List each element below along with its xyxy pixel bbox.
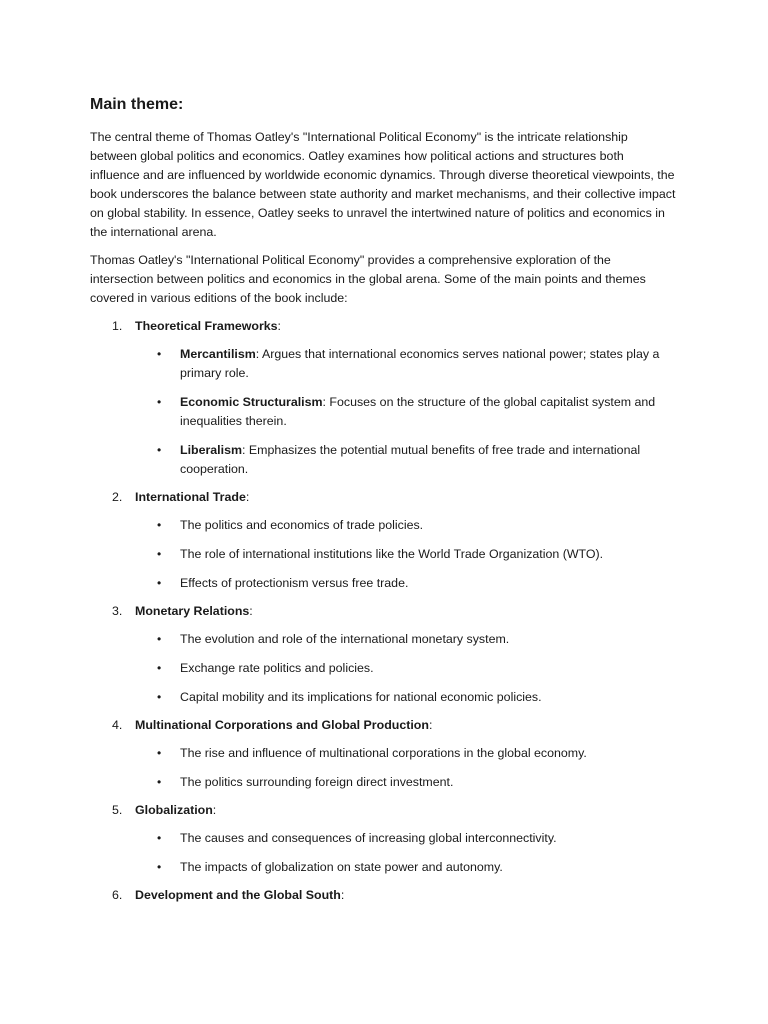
- topic-number: 4.: [112, 718, 123, 732]
- sub-point-text: The politics and economics of trade policies.: [180, 518, 424, 532]
- topic-number: 6.: [112, 888, 123, 902]
- topic-number: 2.: [112, 490, 123, 504]
- sub-point-list: [135, 516, 676, 593]
- topic-list: [90, 317, 676, 905]
- document-page: [90, 94, 676, 914]
- bullet-icon: •: [157, 661, 162, 675]
- topic-title: Theoretical Frameworks: [135, 319, 278, 333]
- bullet-icon: •: [157, 443, 162, 457]
- topic-title-suffix: :: [428, 718, 433, 732]
- sub-point-text: The evolution and role of the international monetary system.: [180, 632, 510, 646]
- sub-point: [135, 630, 676, 649]
- main-theme-heading: Main theme:: [90, 96, 184, 113]
- sub-point: [135, 744, 676, 763]
- sub-point-text: : Argues that international economics serves national power; states play a primary role.: [180, 347, 660, 380]
- sub-point: [135, 441, 676, 479]
- topic-item: [90, 317, 676, 479]
- sub-point: [135, 393, 676, 431]
- sub-point: [135, 345, 676, 383]
- bullet-icon: •: [157, 518, 162, 532]
- sub-point-list: [135, 630, 676, 707]
- bullet-icon: •: [157, 576, 162, 590]
- topic-title-suffix: :: [249, 604, 253, 618]
- sub-point-text: Exchange rate politics and policies.: [180, 661, 374, 675]
- sub-point-text: The causes and consequences of increasing global interconnectivity.: [180, 831, 557, 845]
- sub-point-text: : Emphasizes the potential mutual benefits of free trade and international cooperation.: [180, 443, 641, 476]
- bullet-icon: •: [157, 831, 162, 845]
- sub-point-text: : Focuses on the structure of the global capitalist system and inequalities therein.: [180, 395, 656, 428]
- sub-point-text: The role of international institutions like the World Trade Organization (WTO).: [180, 547, 604, 561]
- topic-number: 5.: [112, 803, 123, 817]
- sub-point: [135, 545, 676, 564]
- sub-point-list: [135, 829, 676, 877]
- sub-point-term: Mercantilism: [180, 347, 256, 361]
- sub-point-text: The politics surrounding foreign direct investment.: [180, 775, 454, 789]
- sub-point: [135, 688, 676, 707]
- bullet-icon: •: [157, 775, 162, 789]
- topic-item: [90, 716, 676, 792]
- sub-point-list: [135, 744, 676, 792]
- topic-title: Monetary Relations: [135, 604, 250, 618]
- topic-heading: [135, 317, 676, 336]
- topic-title-suffix: :: [340, 888, 345, 902]
- bullet-icon: •: [157, 632, 162, 646]
- sub-point-text: The impacts of globalization on state power and autonomy.: [180, 860, 503, 874]
- bullet-icon: •: [157, 347, 162, 361]
- sub-point: [135, 858, 676, 877]
- sub-point-term: Economic Structuralism: [180, 395, 323, 409]
- topic-item: [90, 488, 676, 593]
- intro-paragraph: The central theme of Thomas Oatley's "International Political Economy" is the intricate relationship between global politics and economics. Oatley examines how political actions and structures both influence and are influenced by worldwide economic dynamics. Through diverse theoretical viewpoints, the book underscores the balance between state authority and market mechanisms, and their collective impact on global stability. In essence, Oatley seeks to unravel the intertwined nature of politics and economics in the international arena.: [90, 130, 676, 239]
- bullet-icon: •: [157, 860, 162, 874]
- topic-number: 3.: [112, 604, 123, 618]
- sub-point: [135, 516, 676, 535]
- topic-title: Multinational Corporations and Global Production: [135, 718, 429, 732]
- topic-title: International Trade: [135, 490, 246, 504]
- topic-item: [90, 801, 676, 877]
- bullet-icon: •: [157, 395, 162, 409]
- topic-title-suffix: :: [212, 803, 217, 817]
- topic-item: [90, 886, 676, 905]
- topic-heading: [135, 886, 676, 905]
- sub-point: [135, 574, 676, 593]
- topic-title: Globalization: [135, 803, 213, 817]
- topic-number: 1.: [112, 319, 123, 333]
- topic-heading: [135, 602, 676, 621]
- topic-heading: [135, 801, 676, 820]
- sub-point-text: Effects of protectionism versus free trade.: [180, 576, 409, 590]
- sub-point: [135, 659, 676, 678]
- topic-item: [90, 602, 676, 707]
- sub-point-text: Capital mobility and its implications for national economic policies.: [180, 690, 542, 704]
- sub-point-list: [135, 345, 676, 479]
- bullet-icon: •: [157, 746, 162, 760]
- overview-paragraph: Thomas Oatley's "International Political Economy" provides a comprehensive exploration of the intersection between politics and economics in the global arena. Some of the main points and themes covered in various editions of the book include:: [90, 253, 646, 305]
- topic-heading: [135, 716, 676, 735]
- bullet-icon: •: [157, 547, 162, 561]
- bullet-icon: •: [157, 690, 162, 704]
- topic-heading: [135, 488, 676, 507]
- sub-point-text: The rise and influence of multinational corporations in the global economy.: [180, 746, 587, 760]
- topic-title: Development and the Global South: [135, 888, 341, 902]
- sub-point: [135, 773, 676, 792]
- topic-title-suffix: :: [245, 490, 250, 504]
- sub-point-term: Liberalism: [180, 443, 242, 457]
- sub-point: [135, 829, 676, 848]
- topic-title-suffix: :: [277, 319, 281, 333]
